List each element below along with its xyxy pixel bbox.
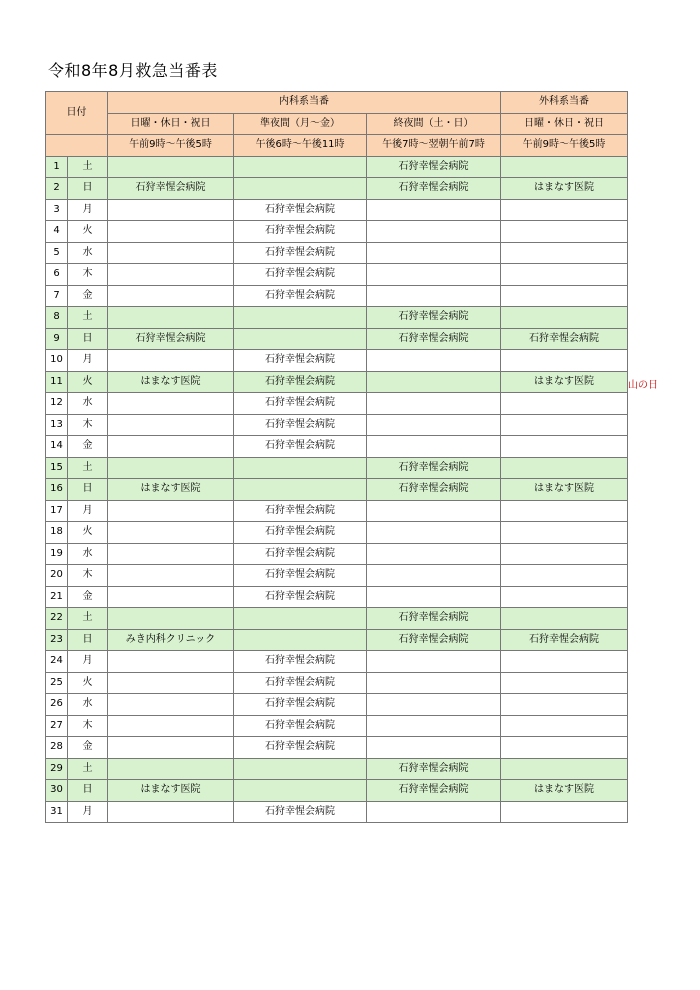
cell-internal-all-night [367, 393, 501, 415]
table-row [46, 543, 628, 565]
cell-surgical-holiday: はまなす医院 [501, 371, 628, 393]
cell-internal-all-night: 石狩幸惺会病院 [367, 479, 501, 501]
cell-surgical-holiday [501, 436, 628, 458]
cell-internal-semi-night: 石狩幸惺会病院 [234, 586, 367, 608]
cell-day: 21 [46, 586, 68, 608]
cell-internal-all-night [367, 715, 501, 737]
cell-internal-holiday-day: はまなす医院 [108, 479, 234, 501]
cell-internal-semi-night: 石狩幸惺会病院 [234, 565, 367, 587]
cell-surgical-holiday [501, 737, 628, 759]
header-row-groups [46, 92, 628, 114]
cell-day: 9 [46, 328, 68, 350]
cell-weekday: 金 [68, 285, 108, 307]
cell-surgical-holiday [501, 758, 628, 780]
cell-day: 12 [46, 393, 68, 415]
cell-weekday: 金 [68, 436, 108, 458]
cell-internal-semi-night: 石狩幸惺会病院 [234, 242, 367, 264]
cell-internal-holiday-day [108, 672, 234, 694]
cell-internal-semi-night: 石狩幸惺会病院 [234, 500, 367, 522]
table-row [46, 221, 628, 243]
table-row [46, 285, 628, 307]
table-row [46, 479, 628, 501]
cell-day: 26 [46, 694, 68, 716]
cell-day: 27 [46, 715, 68, 737]
cell-weekday: 水 [68, 694, 108, 716]
cell-day: 3 [46, 199, 68, 221]
cell-weekday: 火 [68, 221, 108, 243]
duty-roster-table [45, 91, 628, 823]
cell-internal-all-night: 石狩幸惺会病院 [367, 156, 501, 178]
cell-internal-holiday-day: 石狩幸惺会病院 [108, 328, 234, 350]
table-row [46, 393, 628, 415]
cell-surgical-holiday [501, 457, 628, 479]
cell-weekday: 金 [68, 586, 108, 608]
header-surgical: 外科系当番 [501, 92, 628, 114]
cell-weekday: 木 [68, 414, 108, 436]
cell-surgical-holiday [501, 414, 628, 436]
cell-day: 10 [46, 350, 68, 372]
table-row [46, 500, 628, 522]
cell-internal-semi-night: 石狩幸惺会病院 [234, 672, 367, 694]
cell-weekday: 月 [68, 801, 108, 823]
cell-internal-all-night [367, 414, 501, 436]
cell-internal-holiday-day [108, 522, 234, 544]
cell-day: 30 [46, 780, 68, 802]
table-row [46, 715, 628, 737]
table-row [46, 522, 628, 544]
table-row [46, 672, 628, 694]
table-row [46, 199, 628, 221]
cell-internal-holiday-day [108, 801, 234, 823]
cell-internal-semi-night: 石狩幸惺会病院 [234, 371, 367, 393]
cell-weekday: 土 [68, 758, 108, 780]
page-title: 令和8年8月救急当番表 [48, 61, 218, 80]
cell-internal-holiday-day [108, 350, 234, 372]
cell-internal-semi-night: 石狩幸惺会病院 [234, 264, 367, 286]
cell-weekday: 木 [68, 565, 108, 587]
cell-internal-holiday-day [108, 651, 234, 673]
cell-internal-all-night [367, 350, 501, 372]
cell-surgical-holiday [501, 156, 628, 178]
cell-day: 28 [46, 737, 68, 759]
header-date: 日付 [46, 92, 108, 135]
cell-weekday: 水 [68, 393, 108, 415]
cell-surgical-holiday [501, 801, 628, 823]
cell-internal-all-night [367, 543, 501, 565]
cell-internal-semi-night [234, 479, 367, 501]
cell-internal-holiday-day [108, 457, 234, 479]
header-col-holiday-day: 日曜・休日・祝日 [108, 113, 234, 135]
cell-internal-holiday-day: はまなす医院 [108, 780, 234, 802]
cell-surgical-holiday [501, 500, 628, 522]
cell-day: 11 [46, 371, 68, 393]
cell-surgical-holiday [501, 715, 628, 737]
header-row-columns [46, 113, 628, 135]
cell-internal-holiday-day [108, 156, 234, 178]
cell-internal-holiday-day [108, 393, 234, 415]
cell-internal-holiday-day [108, 285, 234, 307]
cell-internal-all-night: 石狩幸惺会病院 [367, 178, 501, 200]
table-row [46, 264, 628, 286]
table-row [46, 780, 628, 802]
cell-internal-semi-night: 石狩幸惺会病院 [234, 414, 367, 436]
header-col-surgical-holiday: 日曜・休日・祝日 [501, 113, 628, 135]
cell-weekday: 日 [68, 780, 108, 802]
cell-internal-holiday-day [108, 307, 234, 329]
header-time-holiday-day: 午前9時～午後5時 [108, 135, 234, 157]
table-row [46, 457, 628, 479]
cell-internal-holiday-day [108, 500, 234, 522]
cell-weekday: 木 [68, 715, 108, 737]
header-time-surgical-holiday: 午前9時～午後5時 [501, 135, 628, 157]
cell-surgical-holiday [501, 307, 628, 329]
cell-internal-semi-night [234, 178, 367, 200]
cell-surgical-holiday: 石狩幸惺会病院 [501, 629, 628, 651]
cell-day: 29 [46, 758, 68, 780]
cell-day: 18 [46, 522, 68, 544]
cell-day: 7 [46, 285, 68, 307]
table-row [46, 737, 628, 759]
cell-internal-all-night [367, 242, 501, 264]
table-row [46, 801, 628, 823]
cell-day: 5 [46, 242, 68, 264]
cell-day: 4 [46, 221, 68, 243]
header-time-blank [46, 135, 108, 157]
cell-day: 24 [46, 651, 68, 673]
cell-internal-holiday-day [108, 242, 234, 264]
cell-internal-semi-night: 石狩幸惺会病院 [234, 801, 367, 823]
cell-surgical-holiday [501, 264, 628, 286]
cell-day: 14 [46, 436, 68, 458]
cell-internal-all-night [367, 522, 501, 544]
cell-internal-all-night: 石狩幸惺会病院 [367, 758, 501, 780]
table-row [46, 629, 628, 651]
cell-internal-all-night [367, 694, 501, 716]
header-row-times [46, 135, 628, 157]
cell-surgical-holiday [501, 199, 628, 221]
header-col-semi-night: 準夜間（月～金） [234, 113, 367, 135]
cell-internal-all-night: 石狩幸惺会病院 [367, 780, 501, 802]
cell-internal-holiday-day [108, 758, 234, 780]
cell-internal-semi-night: 石狩幸惺会病院 [234, 436, 367, 458]
roster-body [46, 156, 628, 823]
cell-internal-all-night [367, 672, 501, 694]
cell-internal-all-night [367, 801, 501, 823]
cell-internal-all-night [367, 371, 501, 393]
cell-internal-holiday-day: みき内科クリニック [108, 629, 234, 651]
cell-weekday: 月 [68, 651, 108, 673]
cell-internal-all-night: 石狩幸惺会病院 [367, 608, 501, 630]
cell-internal-all-night: 石狩幸惺会病院 [367, 457, 501, 479]
cell-internal-semi-night: 石狩幸惺会病院 [234, 694, 367, 716]
cell-weekday: 金 [68, 737, 108, 759]
cell-surgical-holiday [501, 393, 628, 415]
cell-weekday: 火 [68, 371, 108, 393]
cell-internal-semi-night: 石狩幸惺会病院 [234, 543, 367, 565]
cell-internal-all-night: 石狩幸惺会病院 [367, 328, 501, 350]
table-row [46, 178, 628, 200]
table-row [46, 651, 628, 673]
cell-surgical-holiday [501, 522, 628, 544]
cell-weekday: 土 [68, 307, 108, 329]
cell-internal-semi-night: 石狩幸惺会病院 [234, 651, 367, 673]
cell-day: 2 [46, 178, 68, 200]
table-row [46, 156, 628, 178]
cell-weekday: 日 [68, 328, 108, 350]
cell-surgical-holiday [501, 543, 628, 565]
cell-weekday: 土 [68, 457, 108, 479]
cell-internal-all-night: 石狩幸惺会病院 [367, 629, 501, 651]
cell-surgical-holiday [501, 586, 628, 608]
cell-internal-holiday-day [108, 586, 234, 608]
cell-day: 20 [46, 565, 68, 587]
table-row [46, 307, 628, 329]
cell-day: 1 [46, 156, 68, 178]
cell-day: 17 [46, 500, 68, 522]
cell-day: 19 [46, 543, 68, 565]
cell-weekday: 木 [68, 264, 108, 286]
cell-surgical-holiday [501, 350, 628, 372]
cell-internal-holiday-day [108, 264, 234, 286]
cell-internal-semi-night: 石狩幸惺会病院 [234, 350, 367, 372]
table-row [46, 371, 628, 393]
table-row [46, 328, 628, 350]
cell-day: 31 [46, 801, 68, 823]
cell-surgical-holiday: はまなす医院 [501, 780, 628, 802]
cell-internal-semi-night [234, 457, 367, 479]
cell-internal-all-night [367, 565, 501, 587]
cell-weekday: 日 [68, 629, 108, 651]
cell-internal-all-night [367, 586, 501, 608]
cell-internal-semi-night: 石狩幸惺会病院 [234, 199, 367, 221]
table-row [46, 694, 628, 716]
cell-weekday: 火 [68, 522, 108, 544]
cell-surgical-holiday: はまなす医院 [501, 178, 628, 200]
cell-internal-all-night [367, 651, 501, 673]
cell-internal-semi-night: 石狩幸惺会病院 [234, 715, 367, 737]
cell-internal-all-night: 石狩幸惺会病院 [367, 307, 501, 329]
table-row [46, 758, 628, 780]
cell-internal-semi-night [234, 780, 367, 802]
cell-internal-holiday-day [108, 565, 234, 587]
cell-internal-semi-night [234, 608, 367, 630]
cell-internal-holiday-day [108, 543, 234, 565]
cell-surgical-holiday [501, 694, 628, 716]
cell-internal-all-night [367, 264, 501, 286]
cell-internal-holiday-day [108, 414, 234, 436]
cell-internal-semi-night [234, 328, 367, 350]
cell-internal-holiday-day: 石狩幸惺会病院 [108, 178, 234, 200]
header-internal: 内科系当番 [108, 92, 501, 114]
cell-surgical-holiday [501, 672, 628, 694]
cell-weekday: 日 [68, 479, 108, 501]
cell-surgical-holiday [501, 608, 628, 630]
table-row [46, 350, 628, 372]
cell-surgical-holiday [501, 242, 628, 264]
cell-day: 25 [46, 672, 68, 694]
table-row [46, 565, 628, 587]
cell-internal-all-night [367, 285, 501, 307]
cell-surgical-holiday: はまなす医院 [501, 479, 628, 501]
cell-weekday: 火 [68, 672, 108, 694]
cell-day: 22 [46, 608, 68, 630]
cell-day: 23 [46, 629, 68, 651]
cell-internal-all-night [367, 221, 501, 243]
cell-surgical-holiday [501, 565, 628, 587]
cell-internal-semi-night: 石狩幸惺会病院 [234, 522, 367, 544]
cell-surgical-holiday [501, 651, 628, 673]
cell-weekday: 月 [68, 350, 108, 372]
cell-internal-semi-night [234, 156, 367, 178]
cell-internal-holiday-day [108, 608, 234, 630]
cell-internal-holiday-day [108, 694, 234, 716]
cell-day: 6 [46, 264, 68, 286]
cell-internal-holiday-day: はまなす医院 [108, 371, 234, 393]
cell-internal-holiday-day [108, 199, 234, 221]
holiday-note: 山の日 [628, 380, 658, 391]
cell-day: 16 [46, 479, 68, 501]
cell-internal-semi-night: 石狩幸惺会病院 [234, 285, 367, 307]
cell-internal-holiday-day [108, 221, 234, 243]
table-row [46, 608, 628, 630]
cell-internal-semi-night: 石狩幸惺会病院 [234, 221, 367, 243]
cell-surgical-holiday [501, 221, 628, 243]
header-time-semi-night: 午後6時～午後11時 [234, 135, 367, 157]
cell-surgical-holiday [501, 285, 628, 307]
cell-day: 8 [46, 307, 68, 329]
cell-internal-semi-night: 石狩幸惺会病院 [234, 393, 367, 415]
cell-internal-all-night [367, 737, 501, 759]
cell-weekday: 土 [68, 156, 108, 178]
cell-internal-semi-night [234, 307, 367, 329]
table-row [46, 436, 628, 458]
cell-day: 13 [46, 414, 68, 436]
cell-weekday: 水 [68, 242, 108, 264]
header-col-all-night: 終夜間（土・日） [367, 113, 501, 135]
cell-day: 15 [46, 457, 68, 479]
cell-internal-all-night [367, 199, 501, 221]
cell-internal-all-night [367, 500, 501, 522]
cell-weekday: 水 [68, 543, 108, 565]
cell-surgical-holiday: 石狩幸惺会病院 [501, 328, 628, 350]
cell-weekday: 月 [68, 500, 108, 522]
cell-weekday: 月 [68, 199, 108, 221]
table-row [46, 586, 628, 608]
cell-internal-semi-night [234, 629, 367, 651]
cell-internal-holiday-day [108, 737, 234, 759]
cell-internal-semi-night [234, 758, 367, 780]
cell-weekday: 日 [68, 178, 108, 200]
cell-internal-holiday-day [108, 715, 234, 737]
header-time-all-night: 午後7時～翌朝午前7時 [367, 135, 501, 157]
cell-internal-holiday-day [108, 436, 234, 458]
table-row [46, 414, 628, 436]
cell-weekday: 土 [68, 608, 108, 630]
table-row [46, 242, 628, 264]
cell-internal-semi-night: 石狩幸惺会病院 [234, 737, 367, 759]
cell-internal-all-night [367, 436, 501, 458]
